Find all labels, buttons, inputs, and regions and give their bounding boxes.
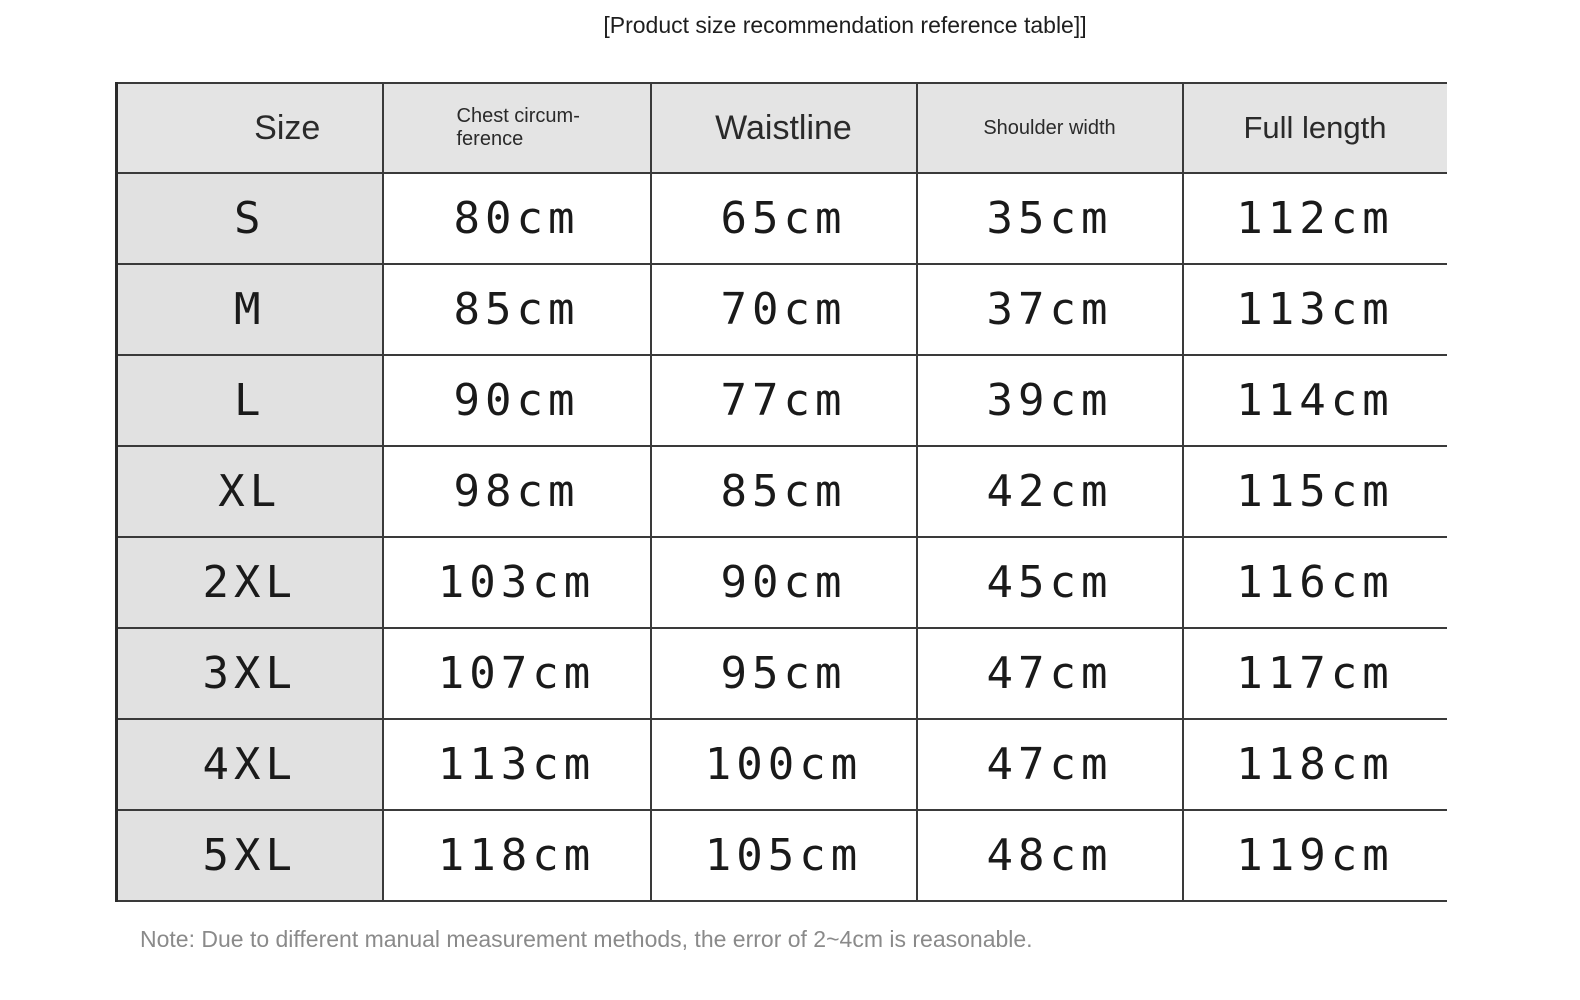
length-cell: 116cm	[1183, 537, 1447, 628]
waist-cell: 70cm	[651, 264, 917, 355]
length-cell: 113cm	[1183, 264, 1447, 355]
header-shoulder	[917, 83, 1183, 173]
size-cell: S	[117, 173, 383, 264]
table-row	[117, 810, 1447, 901]
header-shoulder-label: Shoulder width	[983, 116, 1116, 139]
table-row	[117, 719, 1447, 810]
chest-cell: 80cm	[383, 173, 651, 264]
page-title: [Product size recommendation reference table]]	[603, 12, 1087, 38]
waist-cell: 105cm	[651, 810, 917, 901]
chest-cell: 90cm	[383, 355, 651, 446]
waist-cell: 100cm	[651, 719, 917, 810]
shoulder-cell: 47cm	[917, 628, 1183, 719]
size-cell: M	[117, 264, 383, 355]
waist-cell: 90cm	[651, 537, 917, 628]
shoulder-cell: 45cm	[917, 537, 1183, 628]
header-length-label: Full length	[1243, 110, 1387, 145]
waist-cell: 85cm	[651, 446, 917, 537]
shoulder-cell: 37cm	[917, 264, 1183, 355]
length-cell: 117cm	[1183, 628, 1447, 719]
size-cell: 2XL	[117, 537, 383, 628]
shoulder-cell: 35cm	[917, 173, 1183, 264]
waist-cell: 65cm	[651, 173, 917, 264]
measurement-note: Note: Due to different manual measurement methods, the error of 2~4cm is reasonable.	[140, 926, 1033, 952]
table-row	[117, 446, 1447, 537]
shoulder-cell: 47cm	[917, 719, 1183, 810]
header-size	[117, 83, 383, 173]
size-table	[115, 82, 1447, 902]
table-row	[117, 264, 1447, 355]
header-size-label: Size	[254, 108, 321, 147]
size-cell: 5XL	[117, 810, 383, 901]
chest-cell: 98cm	[383, 446, 651, 537]
shoulder-cell: 48cm	[917, 810, 1183, 901]
shoulder-cell: 42cm	[917, 446, 1183, 537]
table-header-row	[117, 83, 1447, 173]
size-cell: 4XL	[117, 719, 383, 810]
chest-cell: 85cm	[383, 264, 651, 355]
header-chest-line1: Chest circum-	[456, 105, 580, 127]
table-row	[117, 355, 1447, 446]
length-cell: 112cm	[1183, 173, 1447, 264]
shoulder-cell: 39cm	[917, 355, 1183, 446]
header-waistline-label: Waistline	[715, 108, 852, 147]
size-cell: 3XL	[117, 628, 383, 719]
header-chest	[383, 83, 651, 173]
header-chest-line2: ference	[456, 128, 524, 150]
chest-cell: 118cm	[383, 810, 651, 901]
table-row	[117, 173, 1447, 264]
size-cell: XL	[117, 446, 383, 537]
size-cell: L	[117, 355, 383, 446]
table-row	[117, 628, 1447, 719]
header-length	[1183, 83, 1447, 173]
chest-cell: 107cm	[383, 628, 651, 719]
table-row	[117, 537, 1447, 628]
waist-cell: 77cm	[651, 355, 917, 446]
length-cell: 118cm	[1183, 719, 1447, 810]
waist-cell: 95cm	[651, 628, 917, 719]
chest-cell: 103cm	[383, 537, 651, 628]
header-waistline	[651, 83, 917, 173]
length-cell: 115cm	[1183, 446, 1447, 537]
chest-cell: 113cm	[383, 719, 651, 810]
length-cell: 114cm	[1183, 355, 1447, 446]
length-cell: 119cm	[1183, 810, 1447, 901]
